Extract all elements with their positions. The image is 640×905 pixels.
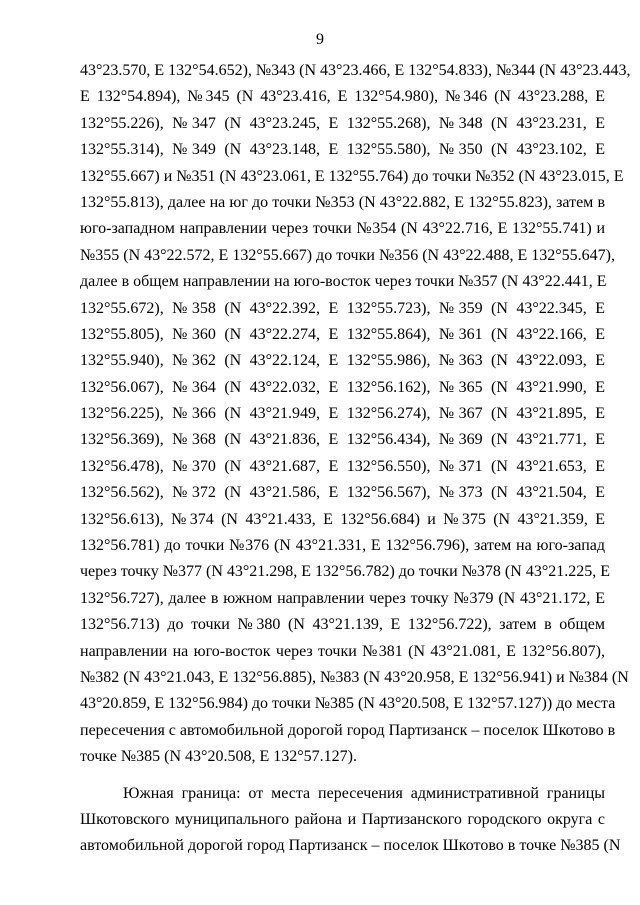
text-line: 132°56.067), №364 (N 43°22.032, E 132°56.162), №365 (N 43°21.990, E <box>80 378 605 396</box>
text-line: 132°56.613), №374 (N 43°21.433, E 132°56.684) и №375 (N 43°21.359, E <box>80 510 605 528</box>
text-line: Южная граница: от места пересечения административной границы <box>123 784 605 802</box>
text-line: далее в общем направлении на юго-восток через точки №357 (N 43°22.441, E <box>80 273 607 291</box>
text-line: 132°55.813), далее на юг до точки №353 (N 43°22.882, E 132°55.823), затем в <box>80 193 605 211</box>
text-line: 43°23.570, E 132°54.652), №343 (N 43°23.466, E 132°54.833), №344 (N 43°23.443, <box>80 62 631 79</box>
text-line: юго-западном направлении через точки №354 (N 43°22.716, E 132°55.741) и <box>80 220 605 238</box>
text-line: пересечения с автомобильной дорогой город Партизанск – поселок Шкотово в <box>80 721 616 739</box>
text-line: 132°56.225), №366 (N 43°21.949, E 132°56.274), №367 (N 43°21.895, E <box>80 405 605 423</box>
text-line: 132°55.672), №358 (N 43°22.392, E 132°55.723), №359 (N 43°22.345, E <box>80 299 605 317</box>
text-line: 132°56.781) до точки №376 (N 43°21.331, E 132°56.796), затем на юго-запад <box>80 537 605 555</box>
text-line: E 132°54.894), №345 (N 43°23.416, E 132°54.980), №346 (N 43°23.288, E <box>80 88 605 106</box>
text-line: 43°20.859, E 132°56.984) до точки №385 (N 43°20.508, E 132°57.127)) до места <box>80 695 616 713</box>
text-line: 132°56.562), №372 (N 43°21.586, E 132°56.567), №373 (N 43°21.504, E <box>80 484 605 502</box>
page-number: 9 <box>316 31 324 48</box>
text-line: 132°55.940), №362 (N 43°22.124, E 132°55.986), №363 (N 43°22.093, E <box>80 352 605 370</box>
text-line: 132°55.226), №347 (N 43°23.245, E 132°55.268), №348 (N 43°23.231, E <box>80 114 605 132</box>
text-line: 132°55.314), №349 (N 43°23.148, E 132°55.580), №350 (N 43°23.102, E <box>80 141 605 159</box>
text-line: 132°55.805), №360 (N 43°22.274, E 132°55.864), №361 (N 43°22.166, E <box>80 325 605 343</box>
text-line: 132°56.727), далее в южном направлении через точку №379 (N 43°21.172, E <box>80 589 605 607</box>
text-line: 132°55.667) и №351 (N 43°23.061, E 132°55.764) до точки №352 (N 43°23.015, E <box>80 167 624 185</box>
text-line: направлении на юго-восток через точки №381 (N 43°21.081, E 132°56.807), <box>80 642 605 660</box>
paragraph-southern-boundary <box>80 781 621 860</box>
text-line: №382 (N 43°21.043, E 132°56.885), №383 (N 43°20.958, E 132°56.941) и №384 (N <box>80 668 629 686</box>
text-line: №355 (N 43°22.572, E 132°55.667) до точки №356 (N 43°22.488, E 132°55.647), <box>80 246 615 264</box>
text-line: Шкотовского муниципального района и Партизанского городского округа с <box>80 810 605 828</box>
text-line: точке №385 (N 43°20.508, E 132°57.127). <box>80 748 357 766</box>
text-line: 132°56.713) до точки №380 (N 43°21.139, E 132°56.722), затем в общем <box>80 616 605 634</box>
text-line: автомобильной дорогой город Партизанск – поселок Шкотово в точке №385 (N <box>80 837 621 855</box>
text-line: 132°56.478), №370 (N 43°21.687, E 132°56.550), №371 (N 43°21.653, E <box>80 457 605 475</box>
text-line: через точку №377 (N 43°21.298, E 132°56.782) до точки №378 (N 43°21.225, E <box>80 563 610 581</box>
text-line: 132°56.369), №368 (N 43°21.836, E 132°56.434), №369 (N 43°21.771, E <box>80 431 605 449</box>
paragraph-boundary-points <box>80 58 631 771</box>
document-body <box>80 58 631 860</box>
